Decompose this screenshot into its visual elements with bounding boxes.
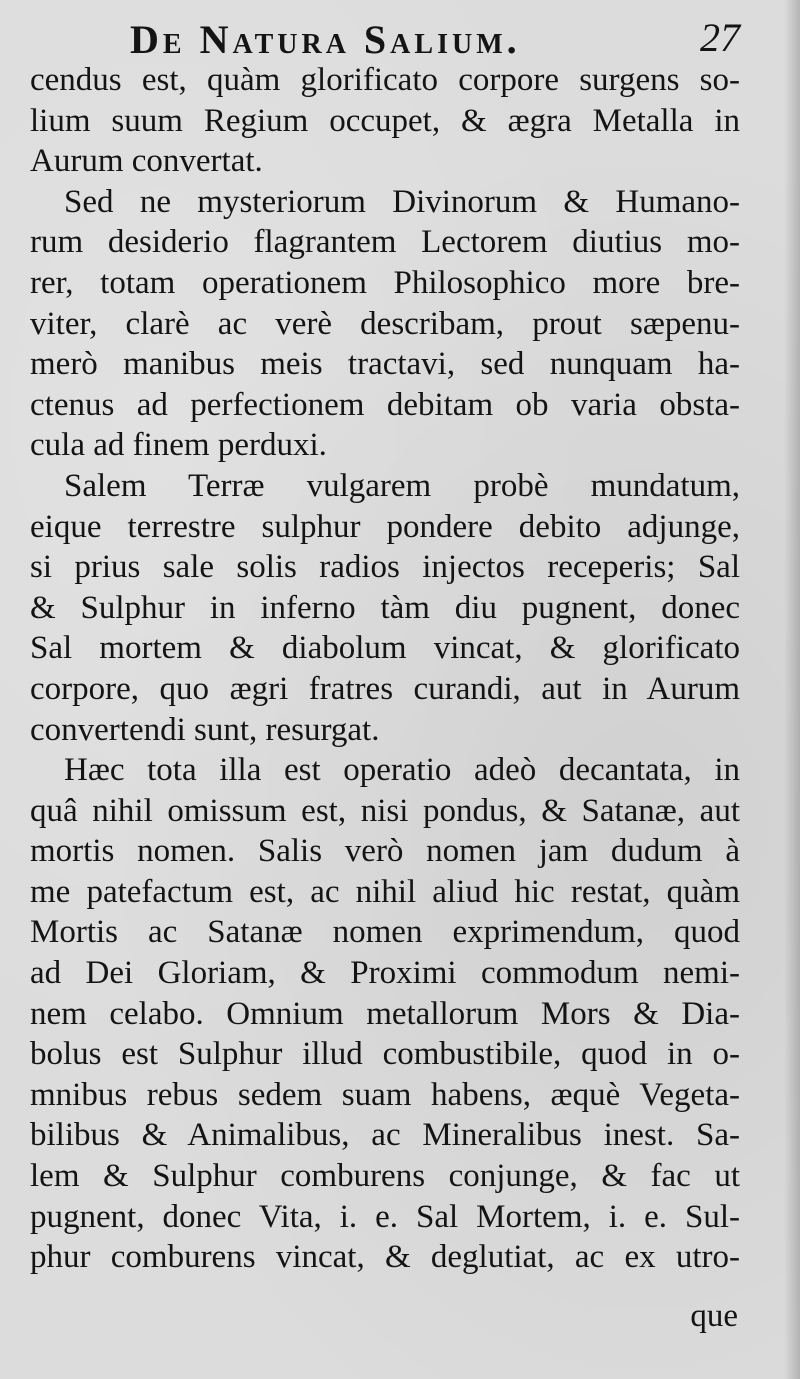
- text-line: ad Dei Gloriam, & Proximi commodum nemi-: [30, 955, 740, 992]
- text-line: viter, clarè ac verè describam, prout sæpenu-: [30, 305, 740, 342]
- text-line: corpore, quo ægri fratres curandi, aut in Aurum: [30, 670, 740, 707]
- page-number: 27: [700, 15, 740, 60]
- text-line: mortis nomen. Salis verò nomen jam dudum à: [30, 833, 740, 870]
- body-text: [30, 60, 740, 1278]
- running-title: De Natura Salium.: [130, 17, 521, 62]
- text-line: nem celabo. Omnium metallorum Mors & Dia-: [30, 995, 740, 1032]
- text-line: bilibus & Animalibus, ac Mineralibus inest. Sa-: [30, 1117, 740, 1154]
- text-line: bolus est Sulphur illud combustibile, quod in o-: [30, 1036, 740, 1073]
- text-line: mnibus rebus sedem suam habens, æquè Vegeta-: [30, 1076, 740, 1113]
- text-line: pugnent, donec Vita, i. e. Sal Mortem, i. e. Sul-: [30, 1198, 740, 1235]
- text-line: rum desiderio flagrantem Lectorem diutius mo-: [30, 224, 740, 261]
- text-line: & Sulphur in inferno tàm diu pugnent, donec: [30, 589, 740, 626]
- text-line: quâ nihil omissum est, nisi pondus, & Satanæ, aut: [30, 792, 740, 829]
- text-line: ctenus ad perfectionem debitam ob varia obsta-: [30, 386, 740, 423]
- paragraph-start-line: Salem Terræ vulgarem probè mundatum,: [64, 467, 740, 504]
- text-line: eique terrestre sulphur pondere debito adjunge,: [30, 508, 740, 545]
- text-line: lem & Sulphur comburens conjunge, & fac ut: [30, 1158, 740, 1195]
- text-line: convertendi sunt, resurgat.: [30, 711, 380, 748]
- text-line: Mortis ac Satanæ nomen exprimendum, quod: [30, 914, 740, 951]
- text-line: lium suum Regium occupet, & ægra Metalla in: [30, 102, 740, 139]
- text-line: rer, totam operationem Philosophico more bre-: [30, 264, 740, 301]
- catchword: que: [690, 1298, 738, 1334]
- text-line: si prius sale solis radios injectos receperis; Sal: [30, 549, 740, 586]
- text-line: me patefactum est, ac nihil aliud hic restat, quàm: [30, 873, 740, 910]
- text-line: phur comburens vincat, & deglutiat, ac ex utro-: [30, 1239, 740, 1276]
- page-edge-shadow: [784, 0, 800, 1379]
- text-line: cula ad finem perduxi.: [30, 427, 327, 464]
- text-line: Aurum convertat.: [30, 143, 263, 180]
- text-line: Sal mortem & diabolum vincat, & glorificato: [30, 630, 740, 667]
- text-line: cendus est, quàm glorificato corpore surgens so-: [30, 62, 740, 98]
- paragraph-start-line: Sed ne mysteriorum Divinorum & Humano-: [64, 183, 740, 220]
- text-line: merò manibus meis tractavi, sed nunquam ha-: [30, 346, 740, 383]
- paragraph-start-line: Hæc tota illa est operatio adeò decantata, in: [64, 752, 740, 789]
